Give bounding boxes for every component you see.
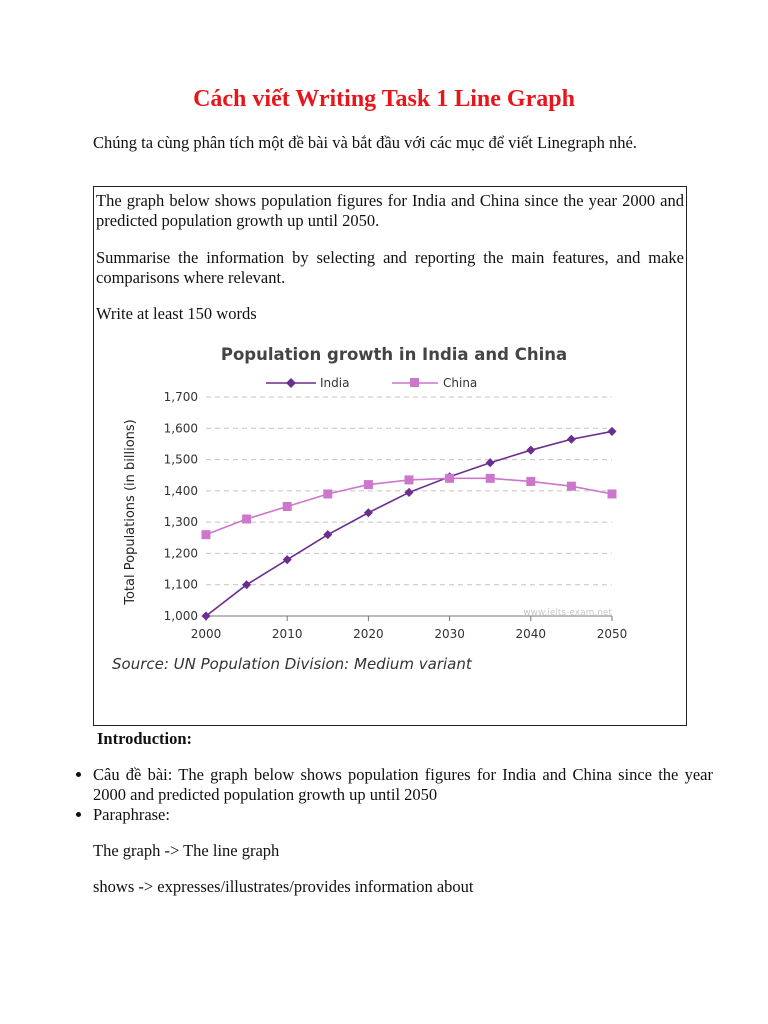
data-point-china xyxy=(486,474,495,483)
data-point-china xyxy=(608,489,617,498)
data-point-india xyxy=(567,435,576,444)
data-point-india xyxy=(323,530,332,539)
legend-india-label: India xyxy=(320,376,350,390)
list-item: • Paraphrase: xyxy=(93,805,713,825)
data-point-india xyxy=(283,555,292,564)
y-axis-label: Total Populations (in billions) xyxy=(123,419,138,605)
paraphrase-line: shows -> expresses/illustrates/provides information about xyxy=(93,877,474,896)
x-tick-label: 2030 xyxy=(434,627,465,641)
data-point-china xyxy=(283,502,292,511)
data-point-china xyxy=(202,530,211,539)
introduction-heading: Introduction: xyxy=(97,729,193,748)
data-point-china xyxy=(445,474,454,483)
data-point-china xyxy=(405,475,414,484)
legend xyxy=(266,376,477,390)
data-point-india xyxy=(404,488,413,497)
data-point-china xyxy=(323,489,332,498)
x-tick-label: 2010 xyxy=(271,627,303,641)
data-point-india xyxy=(607,427,616,436)
legend-china-label: China xyxy=(443,376,478,390)
y-tick-label: 1,700 xyxy=(163,390,198,404)
chart-title: Population growth in India and China xyxy=(220,345,568,364)
y-tick-label: 1,500 xyxy=(163,452,198,467)
legend-china-marker xyxy=(410,378,419,387)
data-point-china xyxy=(242,515,251,524)
task-prompt: The graph below shows population figures for India and China since the year 2000 and predicted population growth up until 2050. xyxy=(96,191,684,230)
y-tick-label: 1,600 xyxy=(163,421,198,436)
series-line-china xyxy=(206,478,612,534)
y-tick-label: 1,000 xyxy=(163,609,198,623)
page-title: Cách viết Writing Task 1 Line Graph xyxy=(193,86,575,112)
task-box xyxy=(93,186,687,726)
x-tick-label: 2050 xyxy=(596,627,628,641)
x-tick-label: 2040 xyxy=(515,627,547,641)
list-item: • Câu đề bài: The graph below shows population figures for India and China since the year 2000 and predicted population growth up until 2050 xyxy=(93,765,713,805)
population-line-chart xyxy=(108,334,668,674)
y-tick-label: 1,100 xyxy=(163,577,198,592)
data-point-china xyxy=(526,477,535,486)
data-point-china xyxy=(364,480,373,489)
data-point-india xyxy=(364,508,373,517)
bullet-list xyxy=(58,765,713,825)
chart-source: Source: UN Population Division: Medium variant xyxy=(112,655,472,673)
paraphrase-line: The graph -> The line graph xyxy=(93,841,280,860)
y-tick-label: 1,300 xyxy=(163,515,198,530)
data-point-india xyxy=(526,446,535,455)
task-instructions: Summarise the information by selecting and reporting the main features, and make comparisons where relevant. xyxy=(96,248,684,287)
data-point-china xyxy=(567,482,576,491)
watermark: www.ielts-exam.net xyxy=(523,608,612,618)
x-tick-label: 2020 xyxy=(353,627,384,641)
intro-paragraph: Chúng ta cùng phân tích một đề bài và bắt đầu với các mục để viết Linegraph nhé. xyxy=(93,133,637,152)
y-tick-label: 1,200 xyxy=(163,546,198,561)
legend-india-marker xyxy=(286,378,296,388)
word-count-requirement: Write at least 150 words xyxy=(96,304,257,323)
y-tick-label: 1,400 xyxy=(163,483,198,498)
x-tick-label: 2000 xyxy=(190,627,222,641)
